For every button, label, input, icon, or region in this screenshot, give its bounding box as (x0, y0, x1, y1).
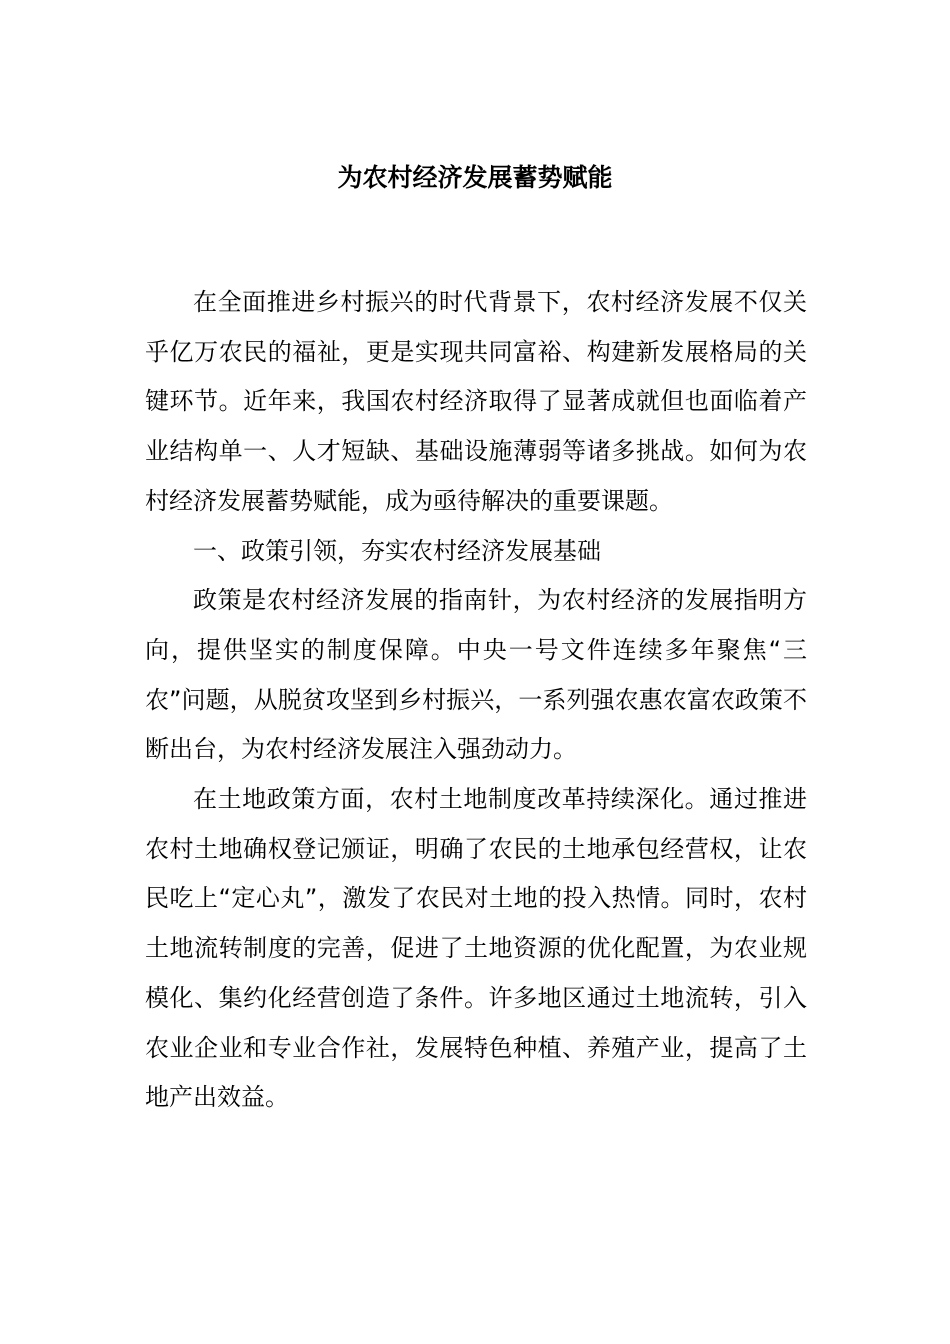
paragraph-intro: 在全面推进乡村振兴的时代背景下，农村经济发展不仅关乎亿万农民的福祉，更是实现共同富裕、构建新发展格局的关键环节。近年来，我国农村经济取得了显著成就但也面临着产业结构单一、人才短缺、基础设施薄弱等诸多挑战。如何为农村经济发展蓄势赋能，成为亟待解决的重要课题。 (145, 288, 807, 515)
paragraph-land-policy: 在土地政策方面，农村土地制度改革持续深化。通过推进农村土地确权登记颁证，明确了农民的土地承包经营权，让农民吃上“定心丸”，激发了农民对土地的投入热情。同时，农村土地流转制度的完善，促进了土地资源的优化配置，为农业规模化、集约化经营创造了条件。许多地区通过土地流转，引入农业企业和专业合作社，发展特色种植、养殖产业，提高了土地产出效益。 (145, 785, 807, 1112)
section-heading-1: 一、政策引领，夯实农村经济发展基础 (193, 536, 601, 565)
document-body (145, 278, 807, 1123)
paragraph-policy: 政策是农村经济发展的指南针，为农村经济的发展指明方向，提供坚实的制度保障。中央一号文件连续多年聚焦“三农”问题，从脱贫攻坚到乡村振兴，一系列强农惠农富农政策不断出台，为农村经济发展注入强劲动力。 (145, 586, 807, 764)
document-title: 为农村经济发展蓄势赋能 (337, 163, 613, 192)
